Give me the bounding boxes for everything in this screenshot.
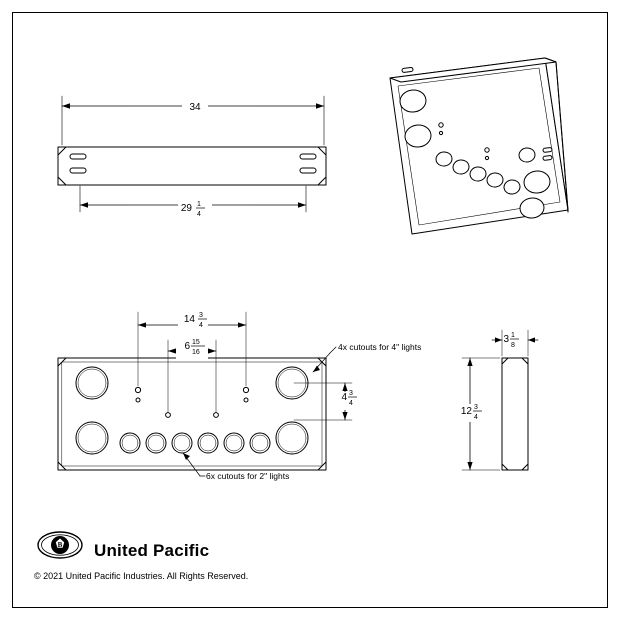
callout-2in-lights: 6x cutouts for 2" lights [206, 471, 290, 481]
dim-front-width-den: 4 [199, 322, 203, 329]
dim-top-overall-length: 34 [189, 102, 201, 113]
top-edge-view [58, 96, 326, 213]
dim-side-height-num: 3 [474, 404, 478, 411]
svg-text:B: B [57, 541, 63, 549]
callout-4in-lights: 4x cutouts for 4" lights [338, 342, 422, 352]
dim-side-height: 12 [460, 406, 472, 417]
dim-front-inner-spacing-num: 15 [192, 339, 200, 346]
dim-top-hole-spacing: 29 [180, 203, 192, 214]
dim-front-inner-spacing-den: 16 [192, 349, 200, 356]
dim-front-vertical: 4 [341, 392, 347, 403]
dim-front-vertical-den: 4 [349, 400, 353, 407]
copyright-text: © 2021 United Pacific Industries. All Rights Reserved. [34, 571, 249, 581]
isometric-view [390, 58, 568, 234]
dim-side-thickness-den: 8 [511, 342, 515, 349]
dim-top-hole-spacing-num: 1 [197, 201, 201, 208]
brand-name: United Pacific [94, 541, 210, 560]
dim-top-hole-spacing-den: 4 [197, 211, 201, 218]
dim-front-inner-spacing: 6 [184, 341, 190, 352]
dim-side-height-den: 4 [474, 414, 478, 421]
dim-side-thickness-num: 1 [511, 332, 515, 339]
logo-svg [36, 528, 84, 562]
front-face-view [58, 312, 358, 476]
side-view [456, 330, 538, 470]
united-pacific-logo-icon [36, 528, 84, 562]
dim-front-width-num: 3 [199, 312, 203, 319]
dim-front-vertical-num: 3 [349, 390, 353, 397]
dim-side-thickness: 3 [503, 334, 509, 345]
dim-front-width: 14 [183, 314, 195, 325]
